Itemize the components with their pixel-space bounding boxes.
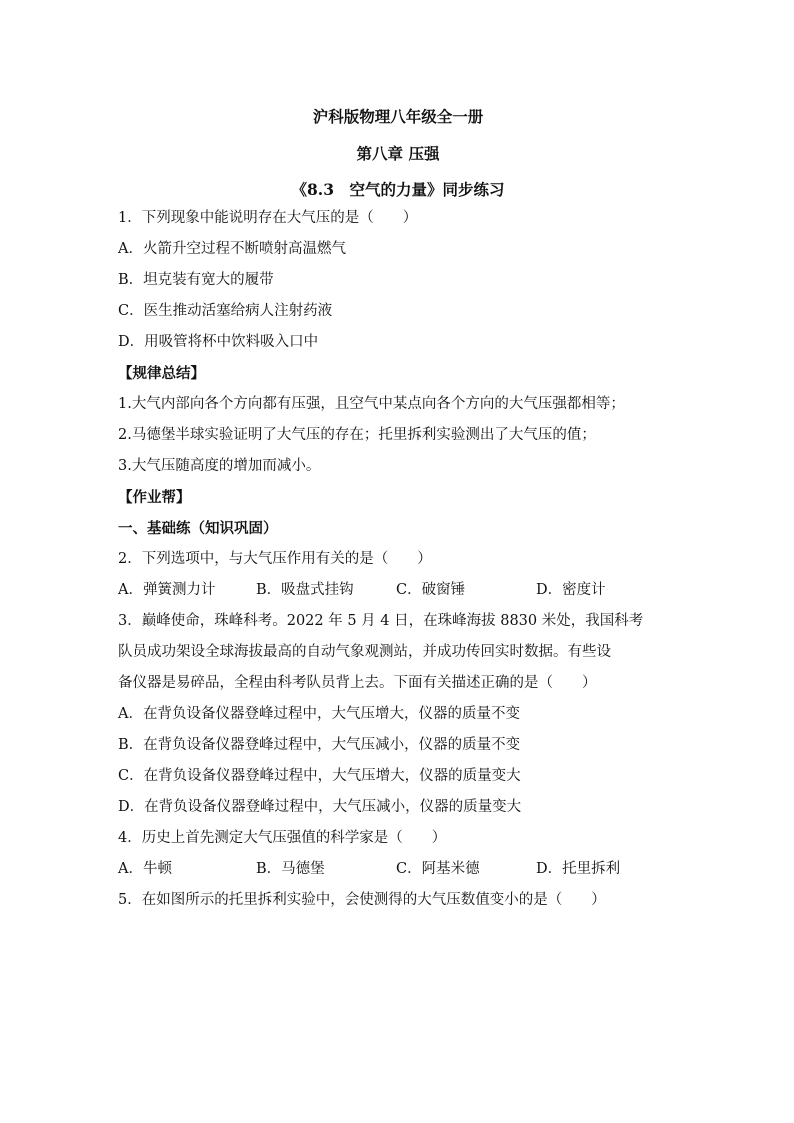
document-page (118, 100, 678, 916)
section-title: 《8.3 空气的力量》同步练习 (291, 180, 505, 199)
summary-item-2: 2.马德堡半球实验证明了大气压的存在；托里拆利实验测出了大气压的值； (118, 427, 596, 443)
question-1-option-c: C．医生推动活塞给病人注射药液 (118, 303, 333, 319)
question-3-option-d: D．在背负设备仪器登峰过程中，大气压减小，仪器的质量变大 (118, 799, 522, 815)
question-2-options (118, 575, 678, 606)
question-2 (118, 544, 678, 606)
question-4-option-b: B．马德堡 (256, 861, 325, 877)
question-5 (118, 885, 678, 916)
question-5-stem: 5．在如图所示的托里拆利实验中，会使测得的大气压数值变小的是（ ） (118, 892, 606, 908)
question-2-stem: 2．下列选项中，与大气压作用有关的是（ ） (118, 551, 432, 567)
question-3-option-a: A．在背负设备仪器登峰过程中，大气压增大，仪器的质量不变 (118, 706, 520, 722)
question-1 (118, 203, 678, 358)
summary-section (118, 358, 678, 482)
homework-section (118, 482, 678, 544)
question-4-option-d: D．托里拆利 (536, 861, 621, 877)
question-1-stem: 1．下列现象中能说明存在大气压的是（ ） (118, 210, 418, 226)
summary-item-1: 1.大气内部向各个方向都有压强，且空气中某点向各个方向的大气压强都相等； (118, 396, 625, 412)
question-4-stem: 4．历史上首先测定大气压强值的科学家是（ ） (118, 830, 447, 846)
question-1-option-d: D．用吸管将杯中饮料吸入口中 (118, 334, 319, 350)
question-3-option-c: C．在背负设备仪器登峰过程中，大气压增大，仪器的质量变大 (118, 768, 521, 784)
question-4-option-a: A．牛顿 (118, 861, 172, 877)
part-1-heading: 一、基础练（知识巩固） (118, 520, 278, 537)
question-3 (118, 606, 678, 823)
summary-heading: 【规律总结】 (118, 365, 205, 382)
homework-heading: 【作业帮】 (118, 489, 191, 506)
question-3-line-2: 队员成功架设全球海拔最高的自动气象观测站，并成功传回实时数据。有些设 (118, 644, 611, 660)
document-title: 沪科版物理八年级全一册 (312, 107, 484, 126)
question-4-options (118, 854, 678, 885)
question-2-option-d: D．密度计 (536, 582, 606, 598)
question-1-option-a: A．火箭升空过程不断喷射高温燃气 (118, 241, 346, 257)
question-3-line-1: 3．巅峰使命，珠峰科考。2022 年 5 月 4 日，在珠峰海拔 8830 米处，我国科考 (118, 613, 644, 629)
question-2-option-c: C．破窗锤 (396, 582, 466, 598)
chapter-title: 第八章 压强 (356, 144, 440, 163)
question-4-option-c: C．阿基米德 (396, 861, 480, 877)
question-3-line-3: 备仪器是易碎品，全程由科考队员背上去。下面有关描述正确的是（ ） (118, 675, 597, 691)
question-1-option-b: B．坦克装有宽大的履带 (118, 272, 274, 288)
question-3-option-b: B．在背负设备仪器登峰过程中，大气压减小，仪器的质量不变 (118, 737, 521, 753)
question-2-option-a: A．弹簧测力计 (118, 582, 216, 598)
question-4 (118, 823, 678, 885)
summary-item-3: 3.大气压随高度的增加而减小。 (118, 458, 321, 474)
question-2-option-b: B．吸盘式挂钩 (256, 582, 354, 598)
